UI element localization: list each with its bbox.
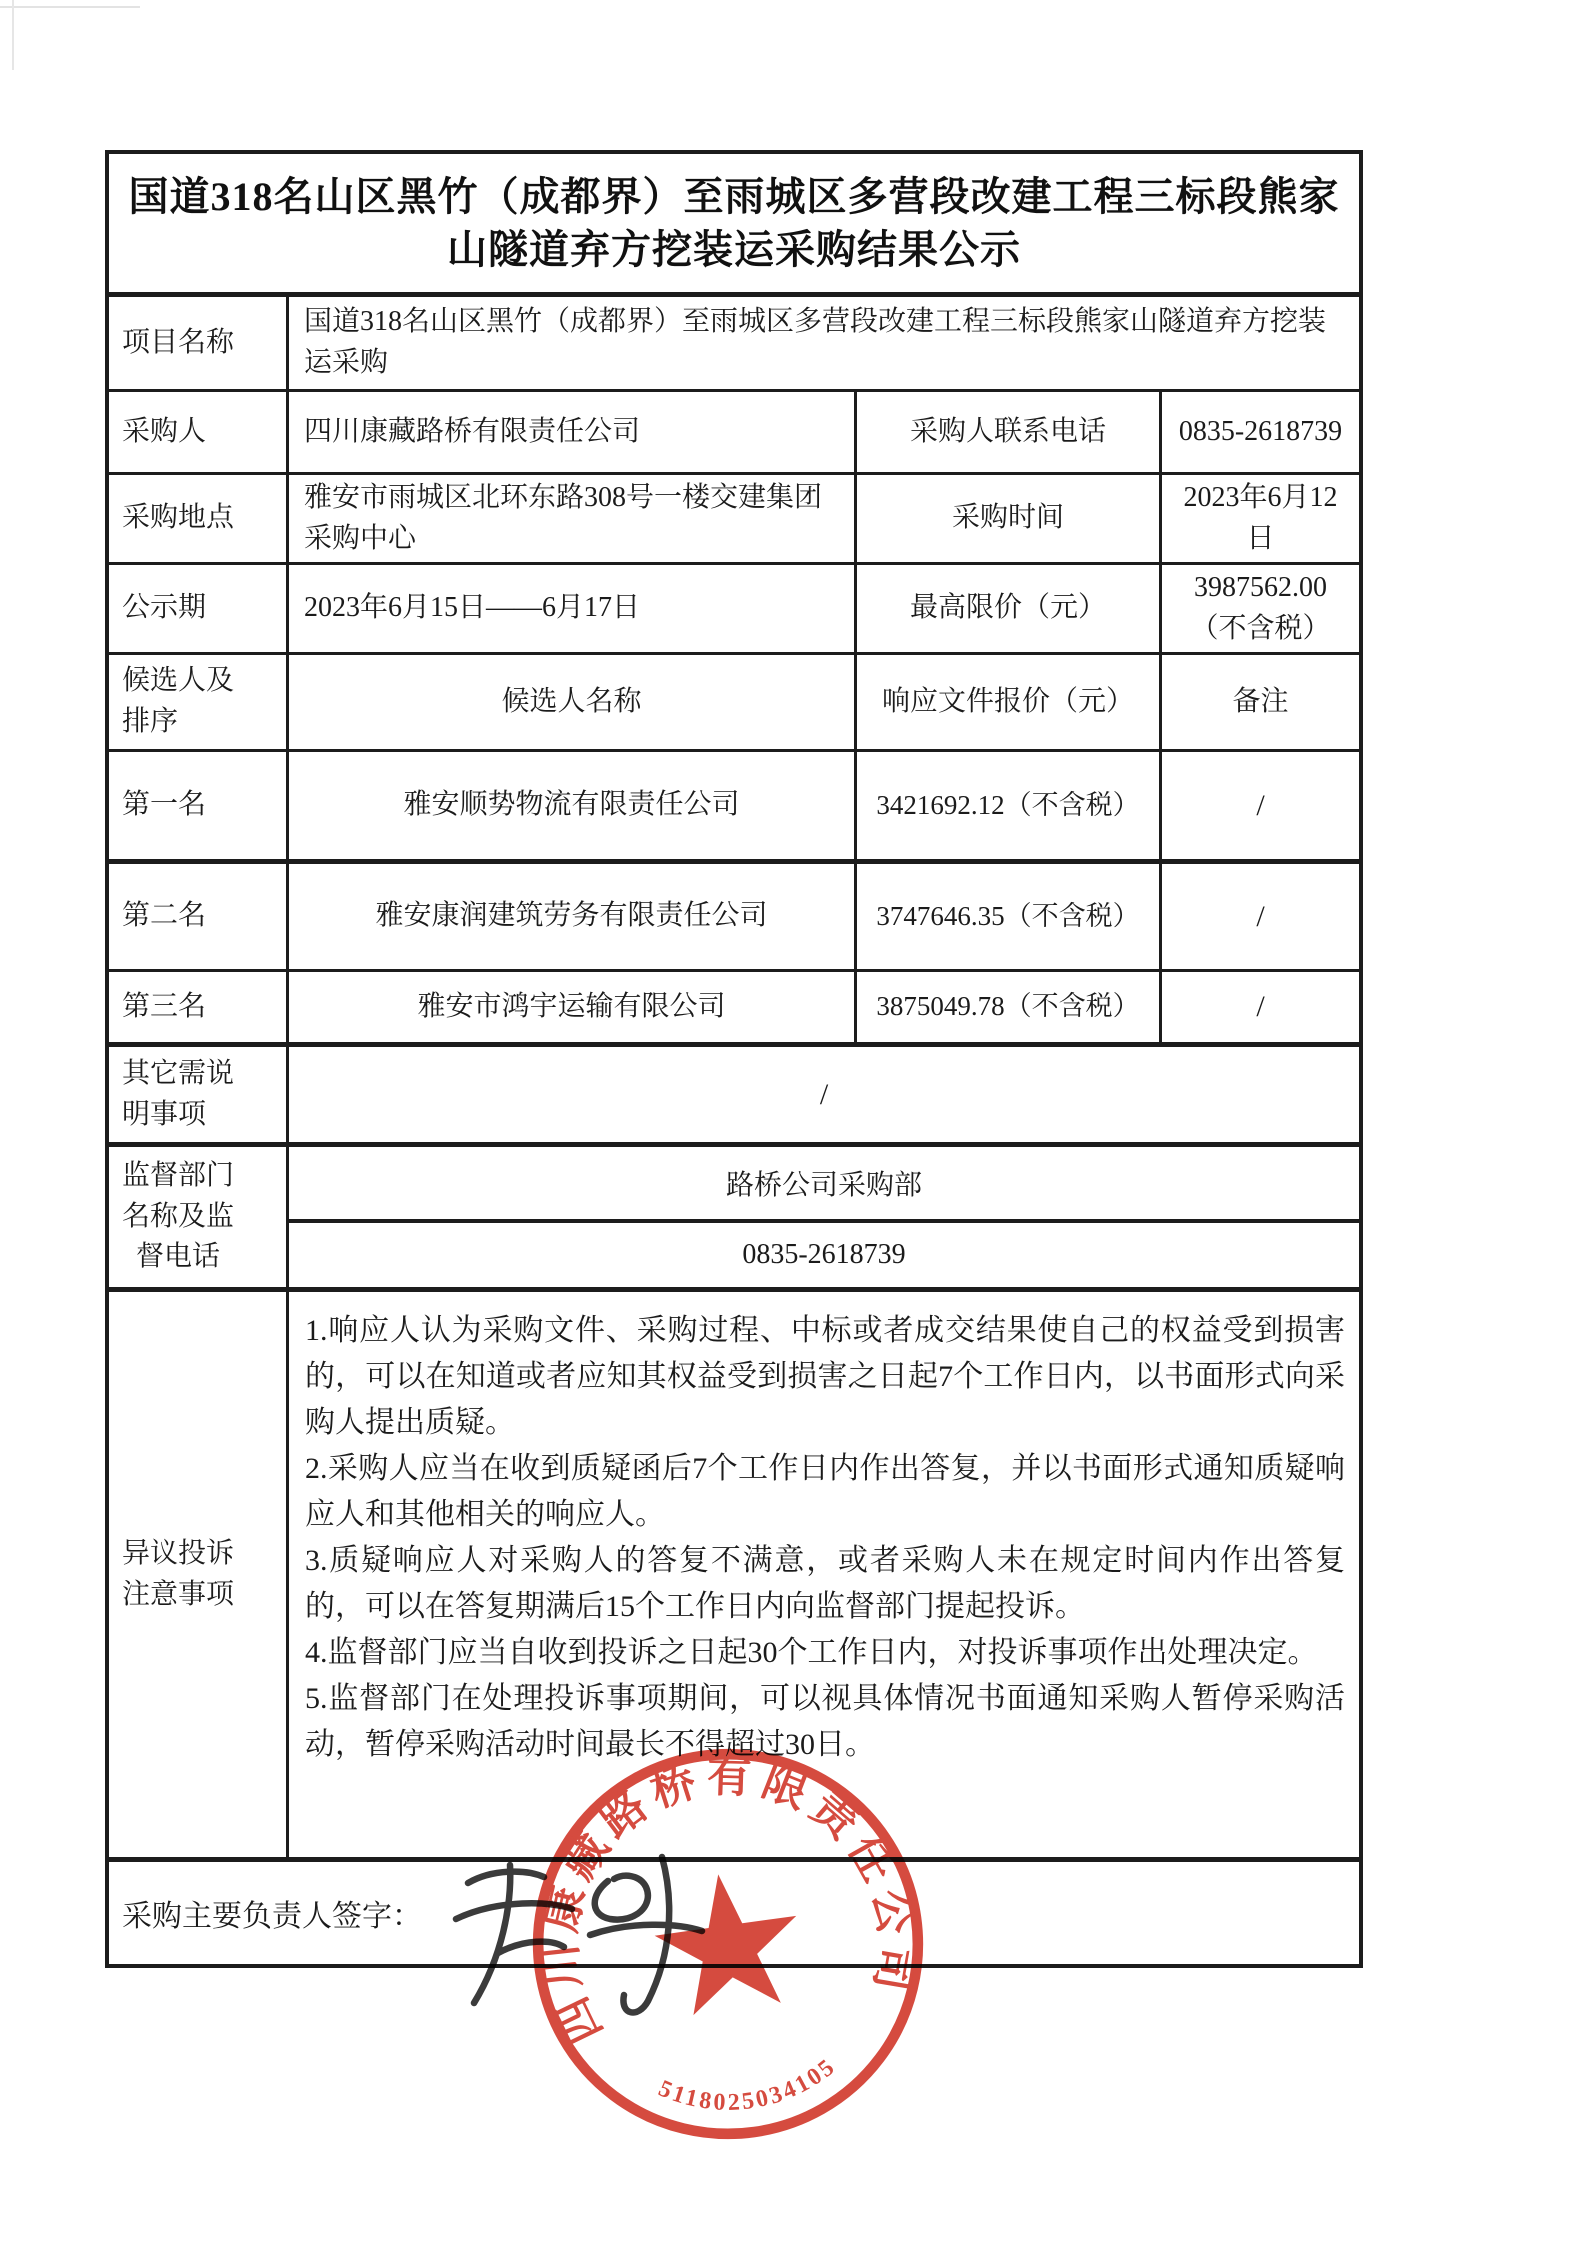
rank-1-label: 第一名 [122, 789, 207, 821]
candidate-2-note: / [1159, 864, 1359, 969]
objection-item-5: 5.监督部门在处理投诉事项期间，可以视具体情况书面通知采购人暂停采购活动，暂停采购活动时间最长不得超过30日。 [305, 1682, 1345, 1761]
document-title [109, 154, 1359, 292]
candidate-3-price: 3875049.78（不含税） [854, 972, 1159, 1042]
other-notes-label: 其它需说明事项 [122, 1057, 235, 1130]
objection-item-3: 3.质疑响应人对采购人的答复不满意，或者采购人未在规定时间内作出答复的，可以在答复期满后15个工作日内向监督部门提起投诉。 [305, 1544, 1345, 1623]
candidate-2-name: 雅安康润建筑劳务有限责任公司 [286, 864, 854, 969]
location-label: 采购地点 [122, 502, 235, 534]
objection-items [286, 1292, 1359, 1857]
objection-item-4: 4.监督部门应当自收到投诉之日起30个工作日内，对投诉事项作出处理决定。 [305, 1636, 1318, 1669]
purchase-time-value: 2023年6月12日 [1159, 475, 1359, 562]
objection-item-2: 2.采购人应当在收到质疑函后7个工作日内作出答复，并以书面形式通知质疑响应人和其他相关的响应人。 [305, 1452, 1345, 1531]
supervision-department: 路桥公司采购部 [725, 1170, 922, 1201]
candidate-name-header: 候选人名称 [286, 655, 854, 749]
procurement-result-table [105, 150, 1363, 1968]
title-row [109, 154, 1359, 292]
candidate-price-header: 响应文件报价（元） [854, 655, 1159, 749]
candidate-1-note: / [1159, 752, 1359, 859]
location-row [109, 472, 1359, 562]
stamp-registration-number: 5118025034105 [654, 2053, 842, 2116]
scan-artifact [0, 6, 140, 8]
publicity-period-value: 2023年6月15日——6月17日 [286, 565, 854, 652]
max-price-label: 最高限价（元） [854, 565, 1159, 652]
purchaser-label: 采购人 [122, 415, 207, 447]
supervision-label: 监督部门名称及监督电话 [122, 1160, 235, 1273]
purchaser-phone-label: 采购人联系电话 [854, 392, 1159, 472]
candidate-3-name: 雅安市鸿宇运输有限公司 [286, 972, 854, 1042]
candidate-1-name: 雅安顺势物流有限责任公司 [286, 752, 854, 859]
document-title-line2: 山隧道弃方挖装运采购结果公示 [447, 227, 1021, 272]
signature-row [109, 1857, 1359, 1964]
purchaser-row [109, 389, 1359, 472]
candidate-1-price: 3421692.12（不含税） [854, 752, 1159, 859]
candidate-row-2 [109, 859, 1359, 969]
rank-2-label: 第二名 [122, 900, 207, 932]
supervision-row [109, 1142, 1359, 1287]
candidates-rank-header: 候选人及排序 [122, 665, 235, 737]
project-name-label: 项目名称 [122, 326, 235, 358]
publicity-period-row [109, 562, 1359, 652]
candidate-row-3 [109, 969, 1359, 1042]
supervision-phone: 0835-2618739 [289, 1219, 1359, 1287]
location-value: 雅安市雨城区北环东路308号一楼交建集团采购中心 [286, 475, 854, 562]
project-name-row [109, 292, 1359, 389]
objection-item-1: 1.响应人认为采购文件、采购过程、中标或者成交结果使自己的权益受到损害的，可以在知道或者应知其权益受到损害之日起7个工作日内，以书面形式向采购人提出质疑。 [305, 1314, 1345, 1439]
publicity-period-label: 公示期 [122, 592, 207, 624]
stamp-company-name: 四川康藏路桥有限责任公司 [535, 1752, 921, 2051]
candidate-row-1 [109, 749, 1359, 859]
purchaser-phone-value: 0835-2618739 [1159, 392, 1359, 472]
other-notes-row [109, 1042, 1359, 1142]
project-name-value: 国道318名山区黑竹（成都界）至雨城区多营段改建工程三标段熊家山隧道弃方挖装运采购 [286, 297, 1359, 389]
candidate-2-price: 3747646.35（不含税） [854, 864, 1159, 969]
candidate-note-header: 备注 [1159, 655, 1359, 749]
signature-label: 采购主要负责人签字： [122, 1900, 422, 1933]
objection-row [109, 1287, 1359, 1857]
document-title-line1: 国道318名山区黑竹（成都界）至雨城区多营段改建工程三标段熊家 [128, 174, 1340, 219]
purchase-time-label: 采购时间 [854, 475, 1159, 562]
purchaser-value: 四川康藏路桥有限责任公司 [286, 392, 854, 472]
scan-artifact [12, 0, 14, 70]
objection-label: 异议投诉注意事项 [122, 1537, 235, 1610]
candidates-header-row [109, 652, 1359, 749]
max-price-value: 3987562.00（不含税） [1159, 565, 1359, 652]
candidate-3-note: / [1159, 972, 1359, 1042]
rank-3-label: 第三名 [122, 990, 207, 1022]
supervision-values [286, 1147, 1359, 1287]
other-notes-value: / [286, 1047, 1359, 1142]
